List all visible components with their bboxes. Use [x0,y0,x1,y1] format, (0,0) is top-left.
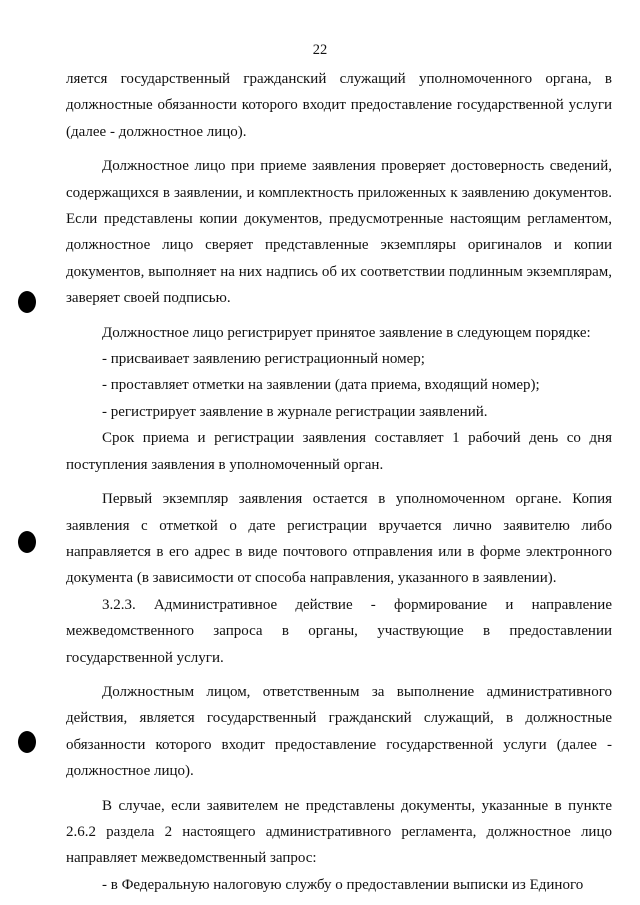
paragraph-official-definition: ляется государственный гражданский служащий уполномоченного органа, в должностные обязанности которого входит предоставление государственной услуги (далее - должностное лицо). [66,71,612,140]
document-body [66,66,612,898]
paragraph-section-3-2-3: 3.2.3. Административное действие - формирование и направление межведомственного запроса в органы, участвующие в предоставлении государственной услуги. [66,596,612,666]
paragraph-registration-order: Должностное лицо регистрирует принятое заявление в следующем порядке: [102,324,591,341]
punch-hole-mark [18,531,36,553]
punch-hole-mark [18,291,36,313]
paragraph-interagency-request: В случае, если заявителем не представлены документы, указанные в пункте 2.6.2 раздела 2 настоящего административного регламента, должностное лицо направляет межведомственный запрос: [66,797,612,867]
list-item-marks: - проставляет отметки на заявлении (дата приема, входящий номер); [102,377,540,394]
list-item-assign-number: - присваивает заявлению регистрационный номер; [102,351,425,368]
list-item-tax-service: - в Федеральную налоговую службу о предоставлении выписки из Единого [102,876,584,893]
punch-hole-mark [18,731,36,753]
paragraph-responsible-official: Должностным лицом, ответственным за выполнение административного действия, является государственный гражданский служащий, в должностные обязанности которого входит предоставление государственной услуги (далее - должностное лицо). [66,683,612,780]
paragraph-verification: Должностное лицо при приеме заявления проверяет достоверность сведений, содержащихся в заявлении, и комплектность приложенных к заявлению документов. Если представлены копии документов, предусмотренные настоящим регламентом, должностное лицо сверяет представленные экземпляры оригиналов и копии документов, выполняет на них надпись об их соответствии подлинным экземплярам, заверяет своей подписью. [66,158,612,307]
list-item-journal: - регистрирует заявление в журнале регистрации заявлений. [102,403,488,420]
page-number: 22 [312,42,328,58]
paragraph-first-copy: Первый экземпляр заявления остается в уполномоченном органе. Копия заявления с отметкой о дате регистрации вручается лично заявителю либо направляется в его адрес в виде почтового отправления или в форме электронного документа (в зависимости от способа направления, указанного в заявлении). [66,491,612,587]
paragraph-term: Срок приема и регистрации заявления составляет 1 рабочий день со дня поступления заявления в уполномоченный орган. [66,430,612,473]
